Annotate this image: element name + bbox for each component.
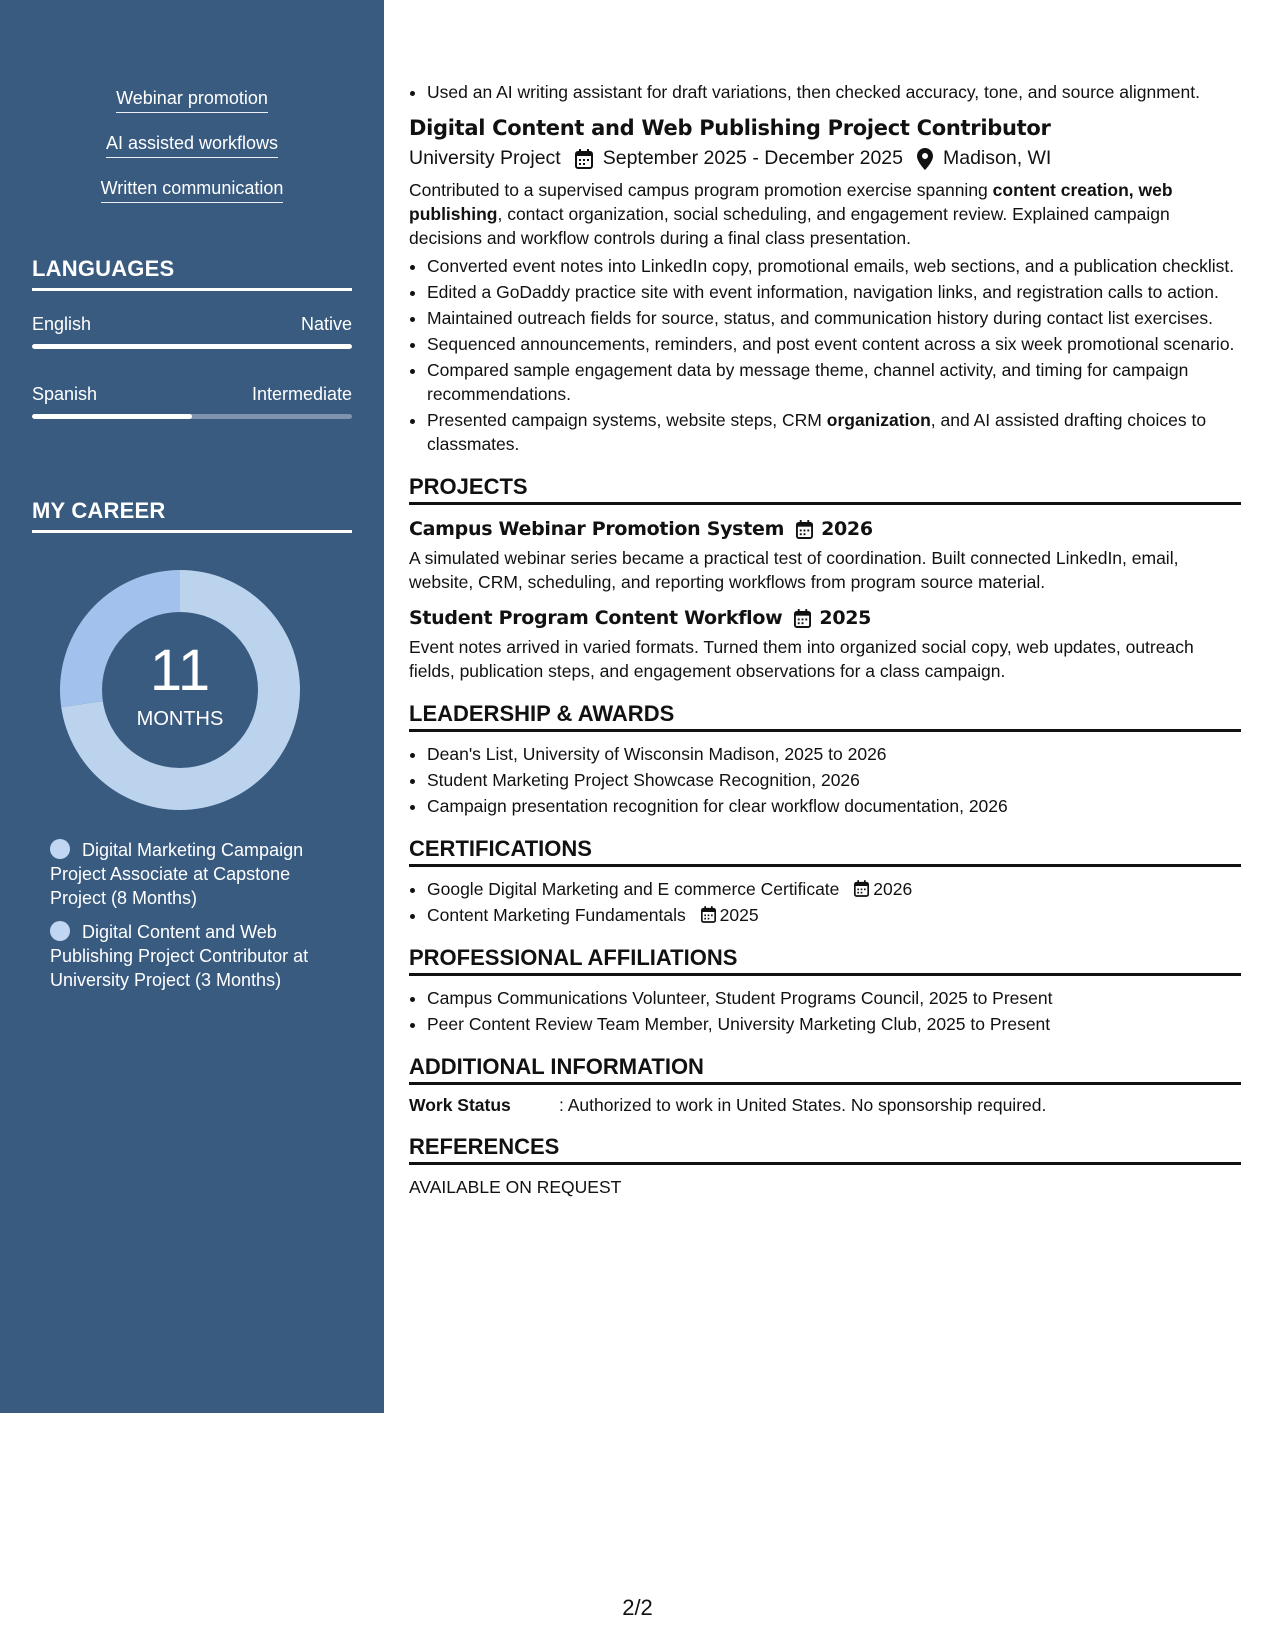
bullet-item: • Used an AI writing assistant for draft variations, then checked accuracy, tone, and source alignment. — [427, 80, 1241, 104]
work-status-value: : Authorized to work in United States. No sponsorship required. — [559, 1095, 1047, 1115]
skill-item: Written communication — [0, 178, 384, 203]
leadership-list — [409, 742, 1241, 818]
project-description: A simulated webinar series became a practical test of coordination. Built connected LinkedIn, email, website, CRM, scheduling, and reporting workflows from program source material. — [409, 548, 1179, 592]
additional-info-heading: ADDITIONAL INFORMATION — [409, 1054, 1241, 1085]
list-item: • Google Digital Marketing and E commerce Certificate 2026 — [427, 877, 1241, 901]
list-item: • Peer Content Review Team Member, University Marketing Club, 2025 to Present — [427, 1012, 1241, 1036]
job-dates: September 2025 - December 2025 — [602, 147, 903, 169]
certifications-list — [409, 877, 1241, 927]
skill-item: AI assisted workflows — [0, 133, 384, 158]
language-bar-fill — [32, 344, 352, 349]
bullet-item: • Compared sample engagement data by message theme, channel activity, and timing for campaign recommendations. — [427, 358, 1241, 406]
projects-heading: PROJECTS — [409, 474, 1241, 505]
bullet-item: • Sequenced announcements, reminders, and post event content across a six week promotional scenario. — [427, 332, 1241, 356]
work-status-label: Work Status — [409, 1095, 511, 1115]
affiliations-heading: PROFESSIONAL AFFILIATIONS — [409, 945, 1241, 976]
experience-bullets-carryover — [409, 80, 1241, 104]
bullet-item: • Converted event notes into LinkedIn copy, promotional emails, web sections, and a publication checklist. — [427, 254, 1241, 278]
language-bar — [32, 344, 352, 349]
calendar-icon — [575, 149, 593, 169]
career-item: Digital Marketing Campaign Project Associate at Capstone Project (8 Months) — [50, 840, 304, 908]
project-title: Campus Webinar Promotion System 2026 — [409, 518, 873, 540]
list-item: • Content Marketing Fundamentals 2025 — [427, 903, 1241, 927]
career-donut-chart — [60, 570, 300, 810]
list-item: • Dean's List, University of Wisconsin Madison, 2025 to 2026 — [427, 742, 1241, 766]
bullet-dot-icon — [50, 839, 70, 859]
references-text: AVAILABLE ON REQUEST — [409, 1177, 622, 1197]
certifications-heading: CERTIFICATIONS — [409, 836, 1241, 867]
language-row — [32, 314, 352, 335]
affiliations-list — [409, 986, 1241, 1036]
project-title: Student Program Content Workflow 2025 — [409, 607, 872, 629]
career-heading: MY CAREER — [32, 498, 352, 533]
main-content — [409, 80, 1241, 1198]
job-description: Contributed to a supervised campus program promotion exercise spanning content creation, web publishing, contact organization, social scheduling, and engagement review. Explained campaign decisions and workflow controls during a final class presentation. — [409, 180, 1173, 248]
language-name: Spanish — [32, 384, 98, 404]
language-level: Native — [300, 314, 352, 334]
languages-heading: LANGUAGES — [32, 256, 352, 291]
references-heading: REFERENCES — [409, 1134, 1241, 1165]
project-year: 2026 — [821, 518, 873, 540]
career-unit: MONTHS — [136, 708, 224, 730]
calendar-icon — [796, 520, 813, 539]
calendar-icon — [701, 906, 716, 923]
job-location: Madison, WI — [942, 147, 1052, 169]
career-list — [50, 838, 340, 1002]
location-pin-icon — [917, 148, 933, 170]
list-item: • Student Marketing Project Showcase Recognition, 2026 — [427, 768, 1241, 792]
language-name: English — [32, 314, 92, 334]
job-bullets — [409, 254, 1241, 456]
bullet-item: • Presented campaign systems, website steps, CRM organization, and AI assisted drafting choices to classmates. — [427, 408, 1241, 456]
language-bar — [32, 414, 352, 419]
bullet-dot-icon — [50, 921, 70, 941]
career-total: 11 — [149, 638, 211, 703]
cert-year: 2025 — [719, 905, 759, 925]
job-organization: University Project — [409, 147, 561, 169]
bullet-item: • Maintained outreach fields for source, status, and communication history during contact list exercises. — [427, 306, 1241, 330]
page-number: 2/2 — [622, 1595, 653, 1620]
list-item: • Campus Communications Volunteer, Student Programs Council, 2025 to Present — [427, 986, 1241, 1010]
job-meta — [409, 147, 1241, 170]
language-bar-fill — [32, 414, 192, 419]
language-row — [32, 384, 352, 405]
list-item: • Campaign presentation recognition for clear workflow documentation, 2026 — [427, 794, 1241, 818]
leadership-heading: LEADERSHIP & AWARDS — [409, 701, 1241, 732]
project-description: Event notes arrived in varied formats. Turned them into organized social copy, web updates, outreach fields, publication steps, and engagement observations for a class campaign. — [409, 637, 1194, 681]
cert-year: 2026 — [873, 879, 913, 899]
work-status-row — [409, 1095, 1241, 1116]
calendar-icon — [794, 609, 811, 628]
career-item: Digital Content and Web Publishing Project Contributor at University Project (3 Months) — [50, 922, 309, 990]
bullet-item: • Edited a GoDaddy practice site with event information, navigation links, and registration calls to action. — [427, 280, 1241, 304]
job-title: Digital Content and Web Publishing Project Contributor — [409, 116, 1051, 140]
skill-item: Webinar promotion — [0, 88, 384, 113]
sidebar — [0, 0, 384, 1413]
project-year: 2025 — [819, 607, 872, 629]
calendar-icon — [854, 880, 869, 897]
language-level: Intermediate — [251, 384, 352, 404]
